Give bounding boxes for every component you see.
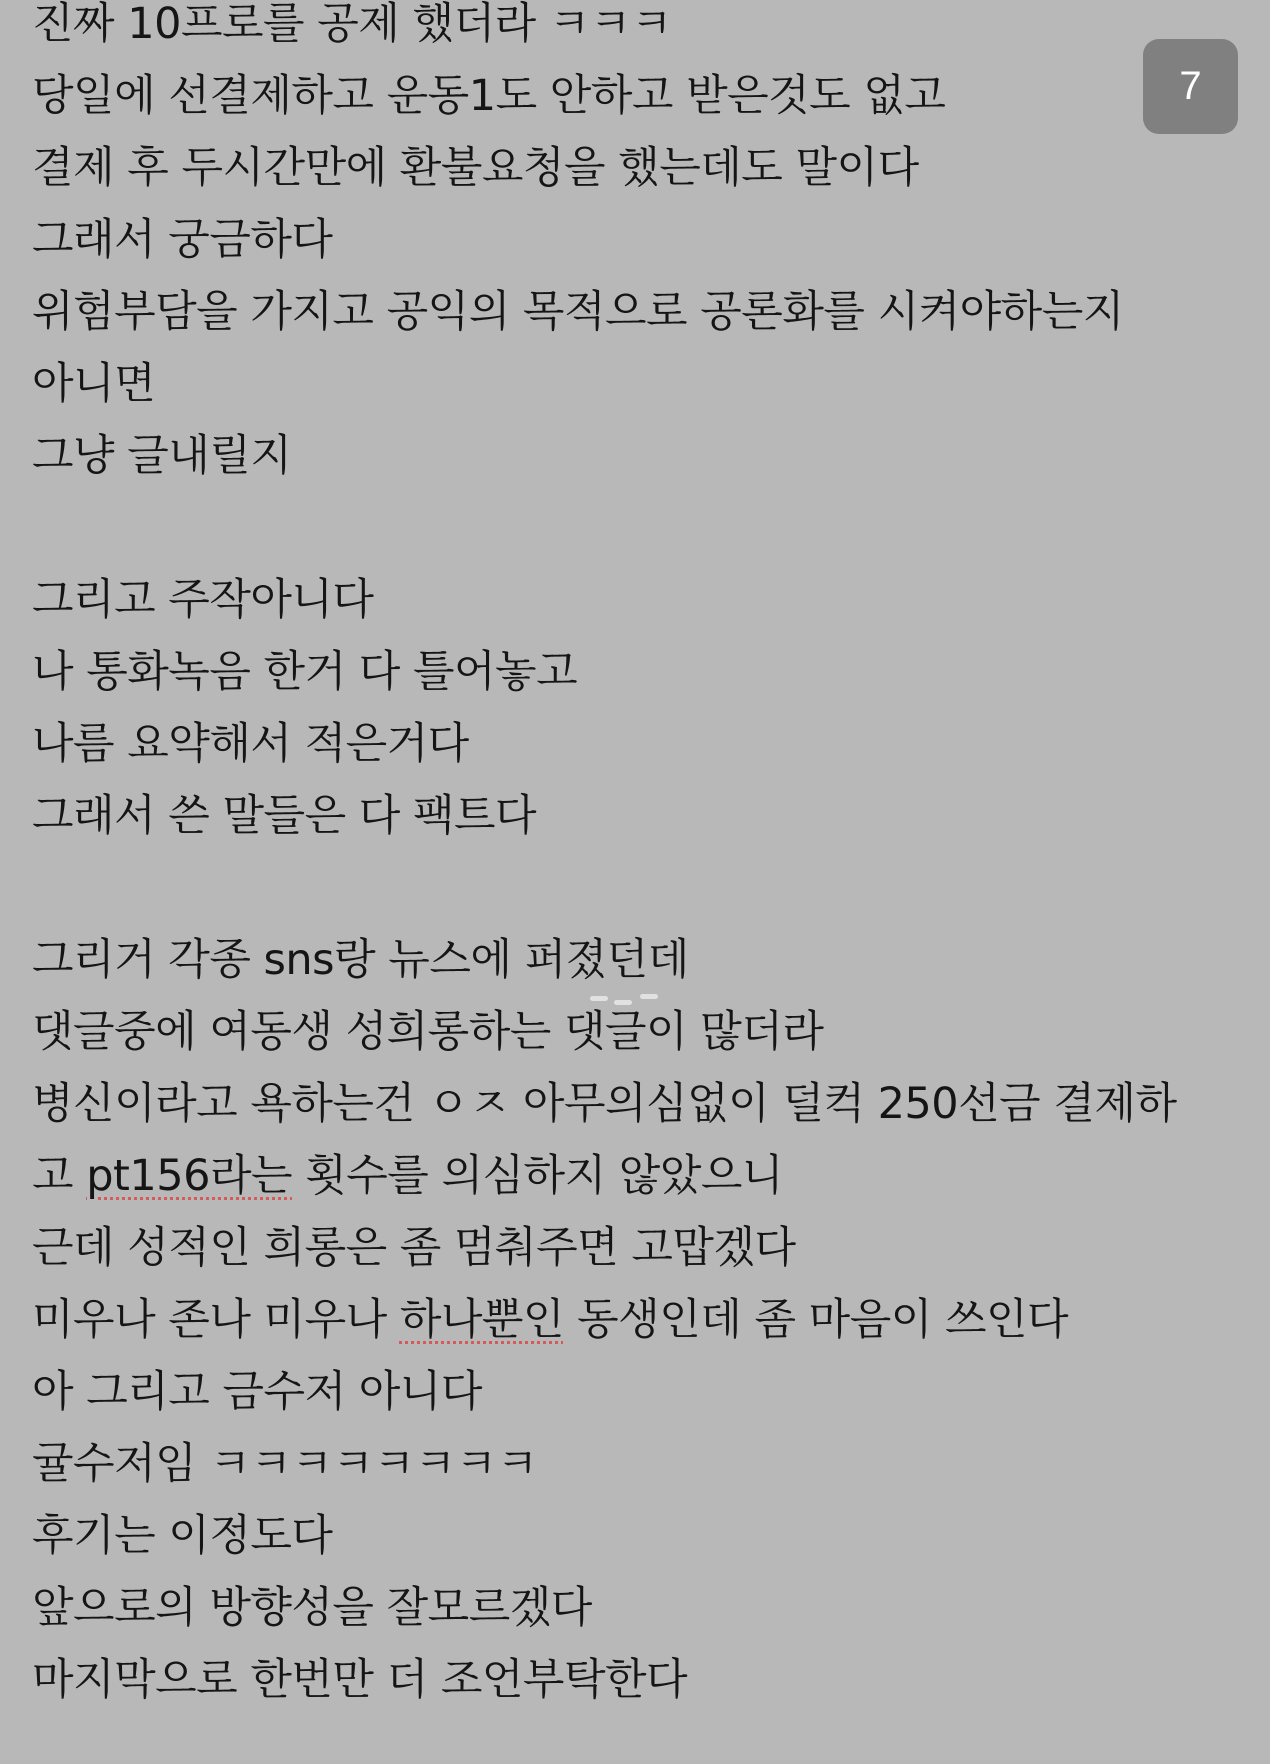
memo-line: 결제 후 두시간만에 환불요청을 했는데도 말이다: [32, 143, 919, 193]
memo-line: 댓글중에 여동생 성희롱하는 댓글이 많더라: [32, 1007, 824, 1057]
memo-line: 그래서 쓴 말들은 다 팩트다: [32, 791, 537, 841]
page-number: 7: [1179, 64, 1202, 108]
memo-line: 그냥 글내릴지: [32, 431, 292, 481]
memo-line: 당일에 선결제하고 운동1도 안하고 받은것도 없고: [32, 71, 946, 121]
memo-line: [32, 1284, 1068, 1356]
scroll-indicator-dot: [614, 1000, 632, 1005]
memo-line: 앞으로의 방향성을 잘모르겠다: [32, 1583, 592, 1633]
memo-text-segment: 고: [32, 1151, 87, 1201]
memo-line: 나름 요약해서 적은거다: [32, 719, 469, 769]
memo-line: 아니면: [32, 359, 156, 409]
scroll-indicator-dot: [640, 994, 658, 999]
memo-text-segment: 미우나 존나 미우나: [32, 1295, 400, 1345]
memo-text-segment: 동생인데 좀 마음이 쓰인다: [563, 1295, 1069, 1345]
scroll-indicator: [588, 990, 678, 1010]
memo-line: 근데 성적인 희롱은 좀 멈춰주면 고맙겠다: [32, 1223, 796, 1273]
page-number-badge: [1143, 39, 1238, 134]
memo-line: [32, 1140, 783, 1212]
memo-line: 마지막으로 한번만 더 조언부탁한다: [32, 1655, 688, 1705]
memo-line: 진짜 10프로를 공제 했더라 ㅋㅋㅋ: [32, 0, 672, 49]
memo-line: 그리고 주작아니다: [32, 575, 374, 625]
spellcheck-underlined-word: 하나뿐인: [399, 1295, 564, 1345]
memo-line: 후기는 이정도다: [32, 1511, 333, 1561]
memo-text-segment: 횟수를 의심하지 않았으니: [292, 1151, 783, 1201]
memo-line: 병신이라고 욕하는건 ㅇㅈ 아무의심없이 덜컥 250선금 결제하: [32, 1079, 1177, 1129]
scroll-indicator-dot: [590, 996, 608, 1001]
memo-line: 아 그리고 금수저 아니다: [32, 1367, 482, 1417]
memo-line: 그리거 각종 sns랑 뉴스에 퍼졌던데: [32, 935, 689, 985]
memo-line: 위험부담을 가지고 공익의 목적으로 공론화를 시켜야하는지: [32, 287, 1124, 337]
memo-line: 귤수저임 ㅋㅋㅋㅋㅋㅋㅋㅋ: [32, 1439, 538, 1489]
spellcheck-underlined-word: pt156라는: [86, 1151, 293, 1201]
memo-line: 그래서 궁금하다: [32, 215, 333, 265]
memo-line: 나 통화녹음 한거 다 틀어놓고: [32, 647, 578, 697]
